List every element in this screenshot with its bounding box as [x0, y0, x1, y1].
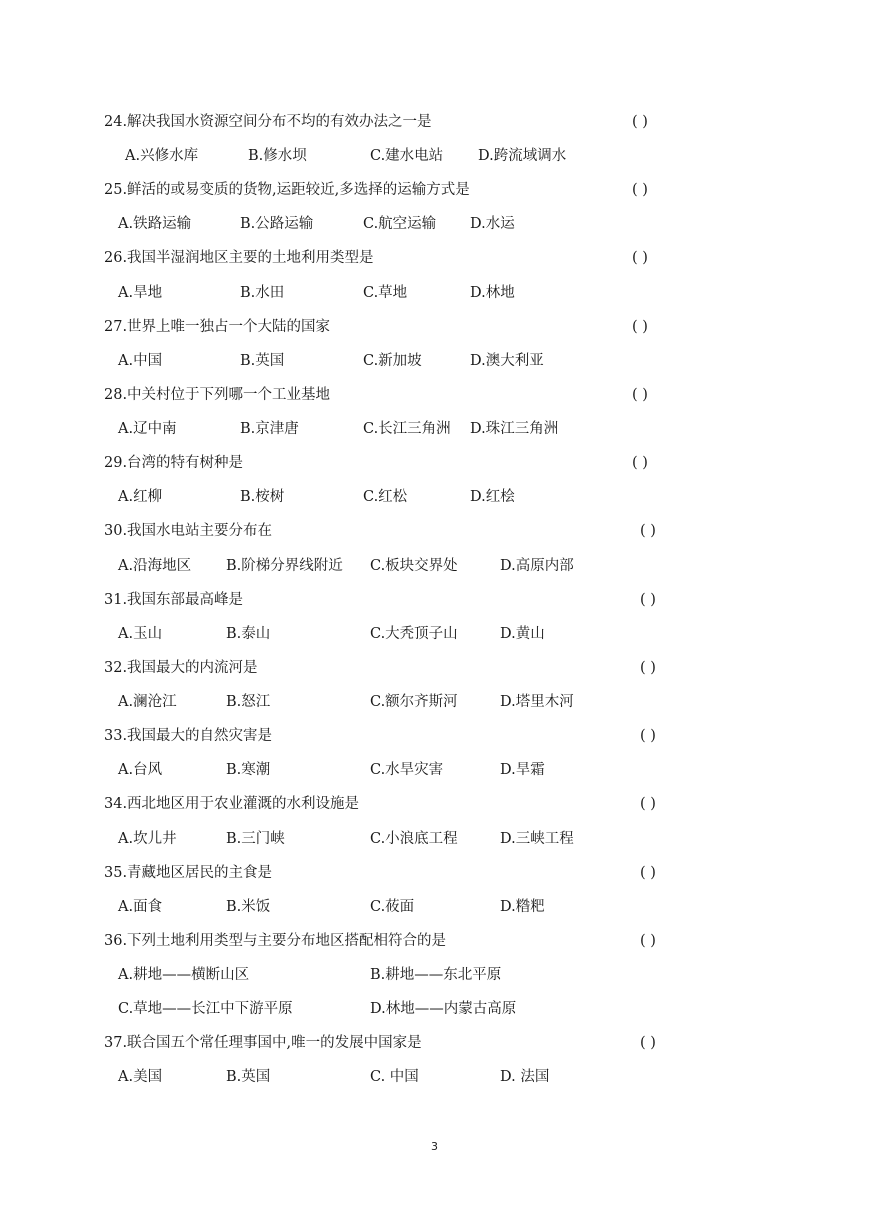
question-32: 32.我国最大的内流河是: [104, 660, 258, 676]
option-35-b: B.米饭: [226, 899, 271, 915]
option-25-a: A.铁路运输: [118, 216, 192, 232]
option-34-d: D.三峡工程: [500, 831, 574, 847]
option-35-c: C.莜面: [370, 899, 415, 915]
option-30-a: A.沿海地区: [118, 558, 192, 574]
option-27-b: B.英国: [240, 353, 285, 369]
option-28-a: A.辽中南: [118, 421, 177, 437]
answer-bracket-29: ( ): [632, 455, 648, 471]
option-29-c: C.红松: [363, 489, 408, 505]
page-number: 3: [431, 1140, 438, 1153]
option-30-d: D.高原内部: [500, 558, 574, 574]
question-25: 25.鲜活的或易变质的货物,运距较近,多选择的运输方式是: [104, 182, 470, 198]
question-31: 31.我国东部最高峰是: [104, 592, 244, 608]
option-33-b: B.寒潮: [226, 762, 271, 778]
answer-bracket-25: ( ): [632, 182, 648, 198]
option-24-d: D.跨流域调水: [478, 148, 567, 164]
question-34: 34.西北地区用于农业灌溉的水利设施是: [104, 796, 360, 812]
option-28-c: C.长江三角洲: [363, 421, 451, 437]
answer-bracket-27: ( ): [632, 319, 648, 335]
option-27-c: C.新加坡: [363, 353, 422, 369]
option-34-c: C.小浪底工程: [370, 831, 458, 847]
option-37-c: C. 中国: [370, 1069, 419, 1085]
option-26-a: A.旱地: [118, 285, 163, 301]
question-24: 24.解决我国水资源空间分布不均的有效办法之一是: [104, 114, 432, 130]
option-25-d: D.水运: [470, 216, 515, 232]
option-27-a: A.中国: [118, 353, 163, 369]
option-31-b: B.泰山: [226, 626, 271, 642]
option-29-a: A.红柳: [118, 489, 163, 505]
answer-bracket-34: ( ): [640, 796, 656, 812]
question-30: 30.我国水电站主要分布在: [104, 523, 273, 539]
question-29: 29.台湾的特有树种是: [104, 455, 244, 471]
answer-bracket-28: ( ): [632, 387, 648, 403]
option-31-a: A.玉山: [118, 626, 163, 642]
option-36-a: A.耕地——横断山区: [118, 967, 250, 983]
option-33-a: A.台风: [118, 762, 163, 778]
option-37-d: D. 法国: [500, 1069, 550, 1085]
option-34-a: A.坎儿井: [118, 831, 177, 847]
option-36-c: C.草地——长江中下游平原: [118, 1001, 293, 1017]
option-30-b: B.阶梯分界线附近: [226, 558, 343, 574]
answer-bracket-37: ( ): [640, 1035, 656, 1051]
option-37-b: B.英国: [226, 1069, 271, 1085]
option-31-c: C.大秃顶子山: [370, 626, 458, 642]
option-25-b: B.公路运输: [240, 216, 314, 232]
answer-bracket-24: ( ): [632, 114, 648, 130]
option-34-b: B.三门峡: [226, 831, 285, 847]
option-26-c: C.草地: [363, 285, 408, 301]
question-33: 33.我国最大的自然灾害是: [104, 728, 273, 744]
question-27: 27.世界上唯一独占一个大陆的国家: [104, 319, 331, 335]
option-29-b: B.桉树: [240, 489, 285, 505]
option-36-b: B.耕地——东北平原: [370, 967, 502, 983]
option-32-a: A.澜沧江: [118, 694, 177, 710]
answer-bracket-33: ( ): [640, 728, 656, 744]
option-36-d: D.林地——内蒙古高原: [370, 1001, 517, 1017]
option-25-c: C.航空运输: [363, 216, 437, 232]
option-27-d: D.澳大利亚: [470, 353, 544, 369]
option-32-d: D.塔里木河: [500, 694, 574, 710]
option-24-c: C.建水电站: [370, 148, 444, 164]
question-26: 26.我国半湿润地区主要的土地利用类型是: [104, 250, 374, 266]
option-29-d: D.红桧: [470, 489, 515, 505]
option-33-d: D.旱霜: [500, 762, 545, 778]
option-30-c: C.板块交界处: [370, 558, 458, 574]
question-35: 35.青藏地区居民的主食是: [104, 865, 273, 881]
answer-bracket-36: ( ): [640, 933, 656, 949]
option-26-b: B.水田: [240, 285, 285, 301]
question-28: 28.中关村位于下列哪一个工业基地: [104, 387, 331, 403]
option-35-d: D.糌粑: [500, 899, 545, 915]
option-37-a: A.美国: [118, 1069, 163, 1085]
answer-bracket-32: ( ): [640, 660, 656, 676]
option-28-d: D.珠江三角洲: [470, 421, 559, 437]
answer-bracket-35: ( ): [640, 865, 656, 881]
option-31-d: D.黄山: [500, 626, 545, 642]
answer-bracket-30: ( ): [640, 523, 656, 539]
option-24-b: B.修水坝: [248, 148, 307, 164]
question-37: 37.联合国五个常任理事国中,唯一的发展中国家是: [104, 1035, 422, 1051]
answer-bracket-31: ( ): [640, 592, 656, 608]
option-32-b: B.怒江: [226, 694, 271, 710]
option-32-c: C.额尔齐斯河: [370, 694, 458, 710]
option-26-d: D.林地: [470, 285, 515, 301]
question-36: 36.下列土地利用类型与主要分布地区搭配相符合的是: [104, 933, 447, 949]
option-33-c: C.水旱灾害: [370, 762, 444, 778]
option-28-b: B.京津唐: [240, 421, 299, 437]
option-24-a: A.兴修水库: [125, 148, 199, 164]
answer-bracket-26: ( ): [632, 250, 648, 266]
option-35-a: A.面食: [118, 899, 163, 915]
